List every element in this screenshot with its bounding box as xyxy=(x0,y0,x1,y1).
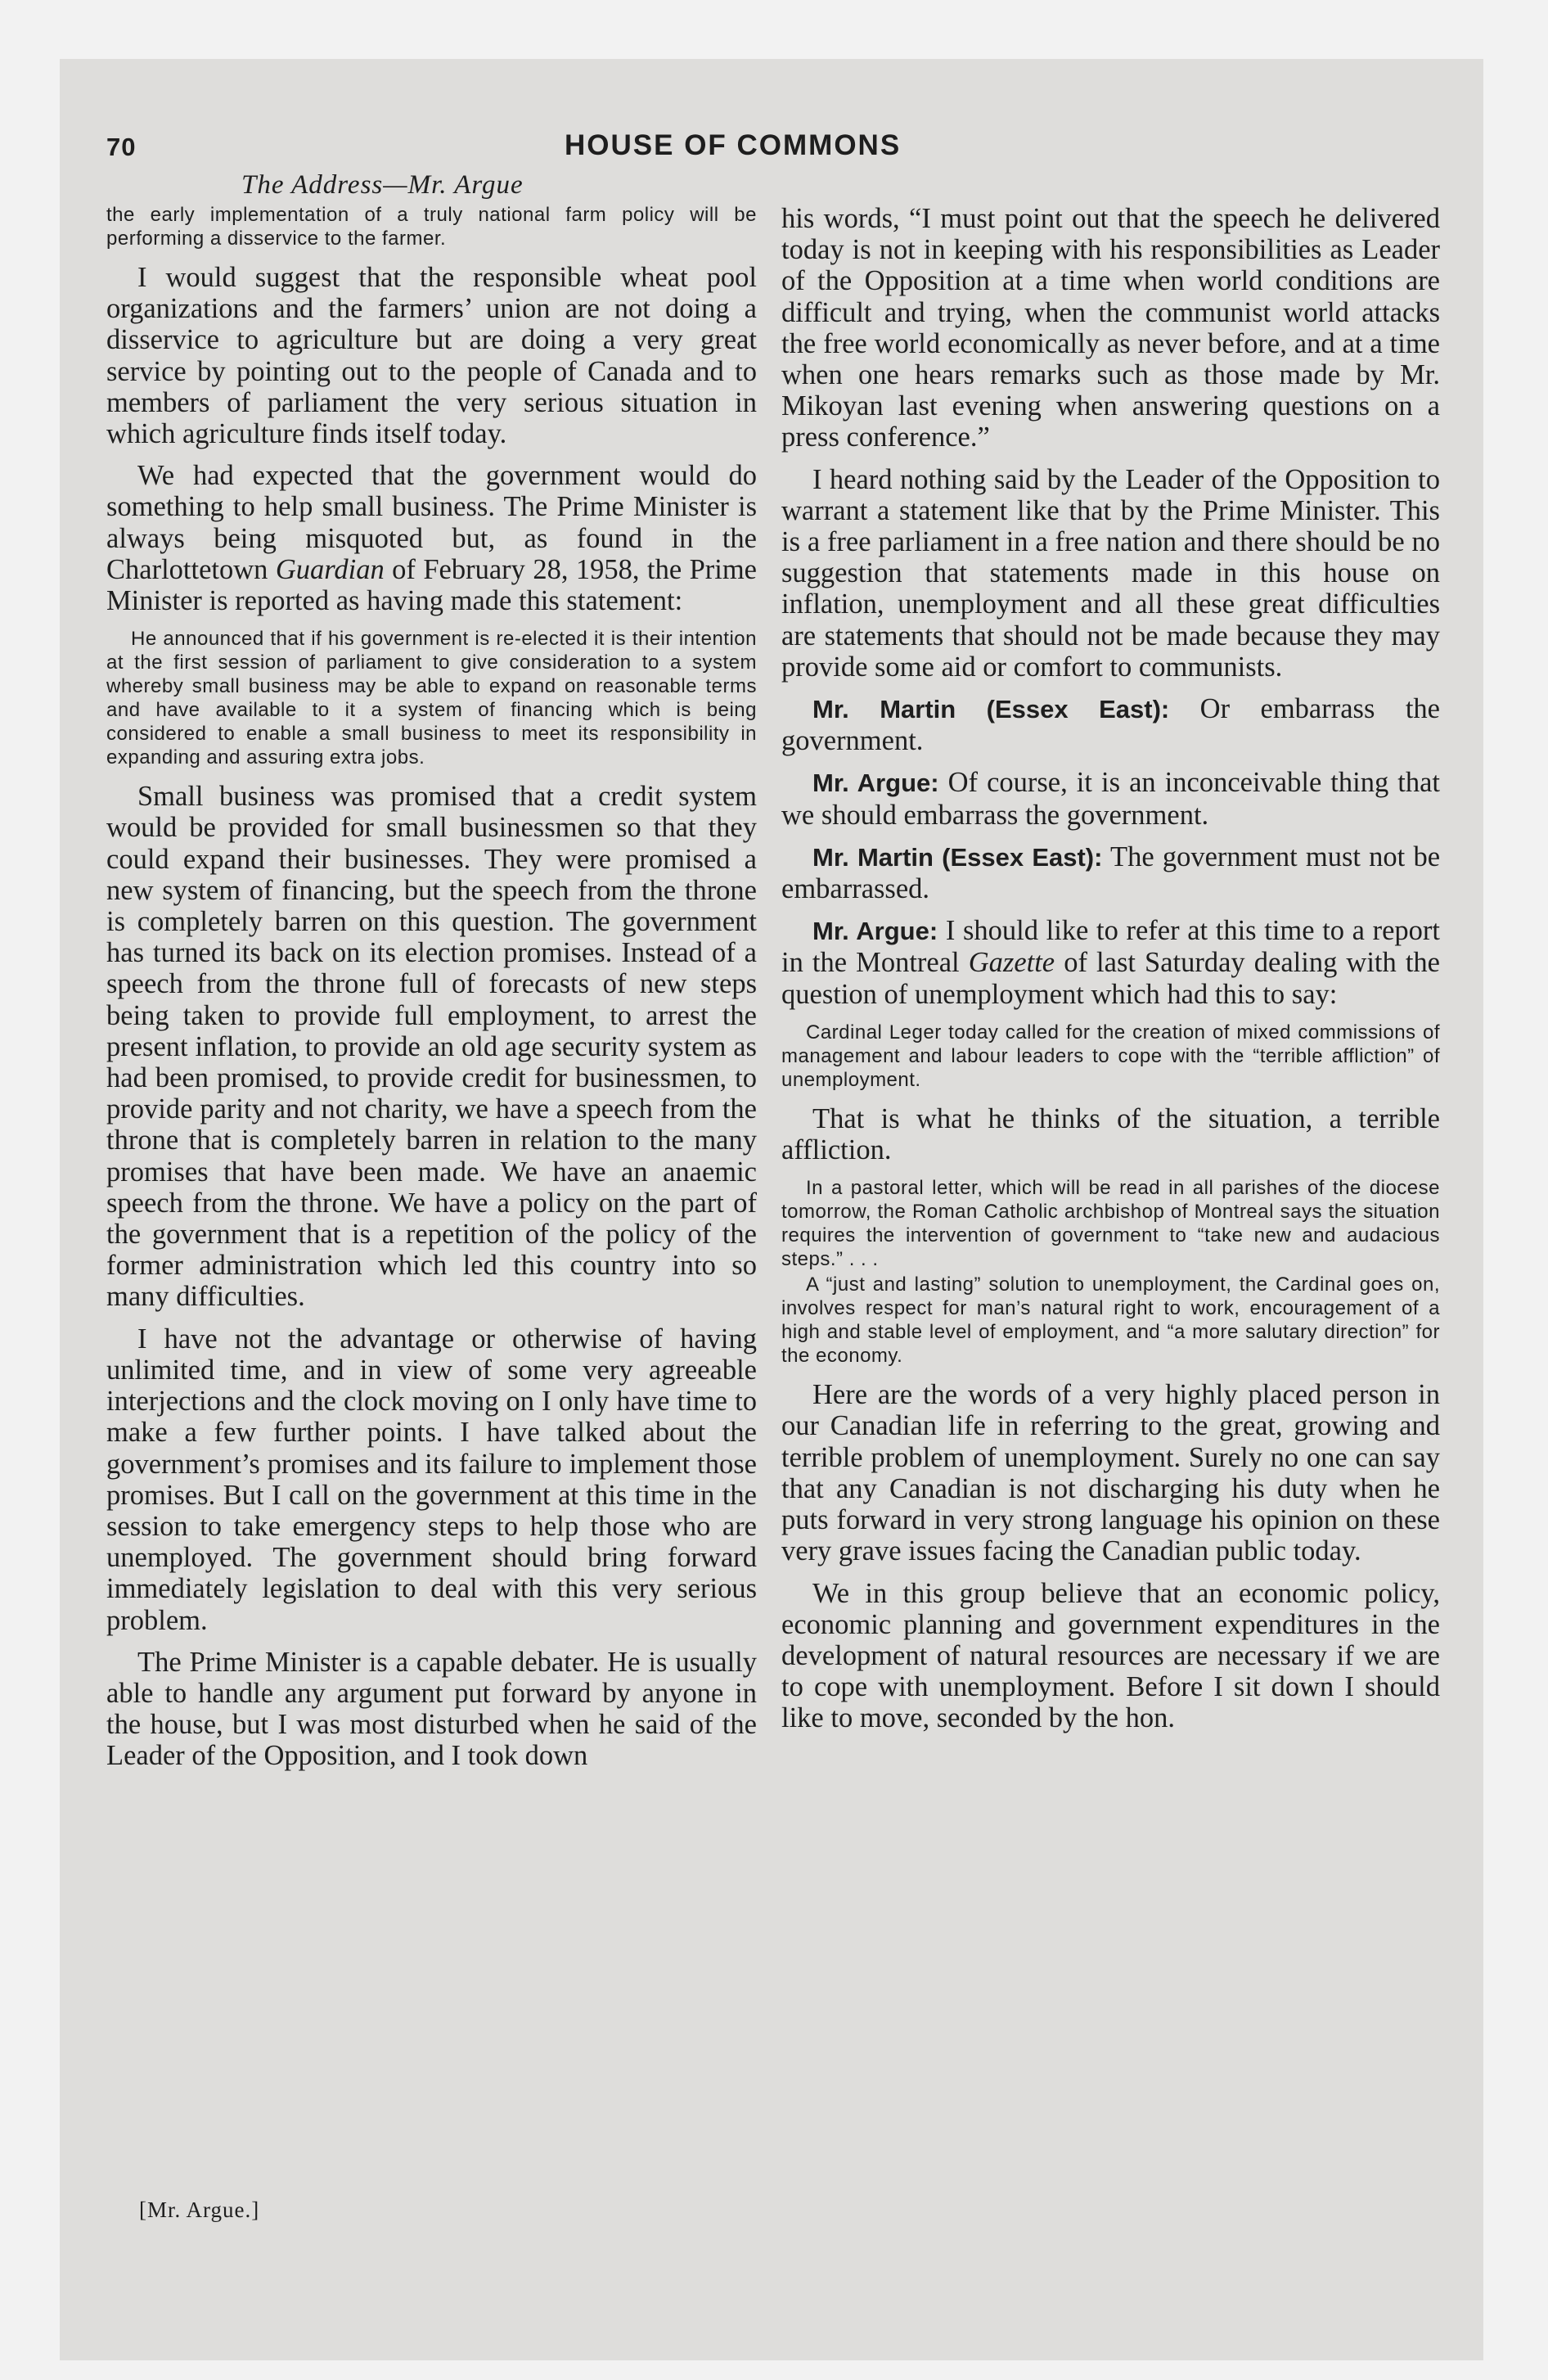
paragraph: That is what he thinks of the situation, a terrible affliction. xyxy=(781,1102,1440,1166)
speaker-name: Mr. Argue: xyxy=(812,917,938,946)
paragraph: Small business was promised that a credit system would be provided for small businessmen so that they could expand their businesses. They were promised a new system of financing, but the speech from the throne is completely barren on this question. The government has turned its back on its election promises. Instead of a speech from the throne full of forecasts of new steps being taken to provide full employment, to arrest the present inflation, to provide an old age security system as had been promised, to provide credit for businessmen, to provide parity and not charity, we have a speech from the throne that is completely barren in relation to the many promises that have been made. We have an anaemic speech from the throne. We have a policy on the part of the government that is a repetition of the policy of the former administration which led this country into so many difficulties. xyxy=(106,781,757,1313)
paragraph: his words, “I must point out that the speech he delivered today is not in keeping with his responsibilities as Leader of the Opposition at a time when world conditions are difficult and trying, when the communist world attacks the free world economically as never before, and at a time when one hears remarks such as those made by Mr. Mikoyan last evening when answering questions on a press conference.” xyxy=(781,203,1440,453)
speaker-name: Mr. Martin (Essex East): xyxy=(812,695,1170,724)
paragraph: I heard nothing said by the Leader of the Opposition to warrant a statement like that by the Prime Minister. This is a free parliament in a free nation and there should be no suggestion that statements made in this house on inflation, unemployment and all these great difficulties are statements that should not be made because they may provide some aid or comfort to communists. xyxy=(781,463,1440,683)
paragraph: The Prime Minister is a capable debater. He is usually able to handle any argument put forward by anyone in the house, but I was most disturbed when he said of the Leader of the Opposition, and I took down xyxy=(106,1646,757,1772)
section-subheading: The Address—Mr. Argue xyxy=(241,170,524,200)
block-quote: A “just and lasting” solution to unemployment, the Cardinal goes on, involves respect for man’s natural right to work, encouragement of a high and stable level of employment, and “a more salutary direction” for the economy. xyxy=(781,1273,1440,1368)
speaker-name: Mr. Argue: xyxy=(812,769,939,798)
paragraph: I would suggest that the responsible wheat pool organizations and the farmers’ union are not doing a disservice to agriculture but are doing a very great service by pointing out to the people of Canada and to members of parliament the very serious situation in which agriculture finds itself today. xyxy=(106,262,757,450)
block-quote: He announced that if his government is re-elected it is their intention at the first session of parliament to give consideration to a system whereby small business may be able to expand on reasonable terms and have available to it a system of financing which is being considered to enable a small business to meet its responsibility in expanding and assuring extra jobs. xyxy=(106,628,757,769)
block-quote: In a pastoral letter, which will be read in all parishes of the diocese tomorrow, the Roman Catholic archbishop of Montreal says the situation requires the intervention of government to “take new and audacious steps.” . . . xyxy=(781,1177,1440,1271)
page-footer: [Mr. Argue.] xyxy=(139,2197,260,2222)
paragraph: We had expected that the government would do something to help small business. The Prime Minister is always being misquoted but, as found in the Charlottetown Guardian of February 28, 1958, the Prime Minister is reported as having made this statement: xyxy=(106,460,757,617)
speech-turn: Mr. Argue: I should like to refer at this time to a report in the Montreal Gazette of last Saturday dealing with the question of unemployment which had this to say: xyxy=(781,915,1441,1010)
page-number: 70 xyxy=(106,133,137,161)
paragraph: the early implementation of a truly national farm policy will be performing a disservice to the farmer. xyxy=(106,204,757,250)
page-header: HOUSE OF COMMONS xyxy=(565,129,902,161)
speech-turn: Mr. Martin (Essex East): The government must not be embarrassed. xyxy=(781,841,1441,905)
speaker-name: Mr. Martin (Essex East): xyxy=(812,842,1103,872)
newspaper-name: Gazette xyxy=(968,947,1055,979)
paragraph: Here are the words of a very highly placed person in our Canadian life in referring to the great, growing and terrible problem of unemployment. Surely no one can say that any Canadian is not discharging his duty when he puts forward in very strong language his opinion on these very grave issues facing the Canadian public today. xyxy=(781,1379,1440,1567)
speech-turn: Mr. Martin (Essex East): Or embarrass the government. xyxy=(781,693,1440,757)
block-quote: Cardinal Leger today called for the creation of mixed commissions of management and labour leaders to cope with the “terrible affliction” of unemployment. xyxy=(781,1021,1440,1091)
speech-turn: Mr. Argue: Of course, it is an inconceivable thing that we should embarrass the government. xyxy=(781,767,1441,831)
paragraph: We in this group believe that an economic policy, economic planning and government expenditures in the development of natural resources are necessary if we are to cope with unemployment. Before I sit down I should like to move, seconded by the hon. xyxy=(781,1577,1440,1734)
paragraph: I have not the advantage or otherwise of having unlimited time, and in view of some very agreeable interjections and the clock moving on I only have time to make a few further points. I have talked about the government’s promises and its failure to implement those promises. But I call on the government at this time in the session to take emergency steps to help those who are unemployed. The government should bring forward immediately legislation to deal with this very serious problem. xyxy=(106,1323,757,1636)
newspaper-name: Guardian xyxy=(275,553,385,585)
right-column xyxy=(781,203,1440,1745)
left-column xyxy=(106,203,757,1783)
